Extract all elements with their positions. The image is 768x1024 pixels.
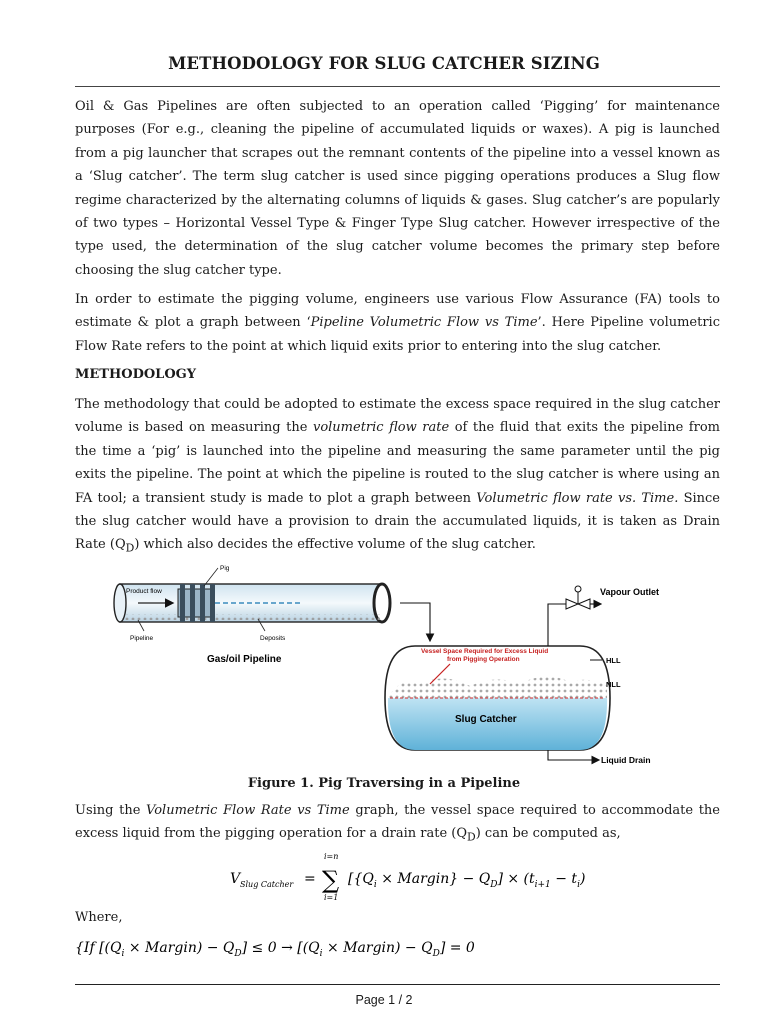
pipe-to-vessel-connector xyxy=(400,603,430,640)
text-run: In order to estimate the pigging volume, engineers use various Flow Assurance (FA) tools to estimate & plot a graph between ‘ xyxy=(75,292,720,331)
formula-sigma: ∑ xyxy=(322,866,340,894)
gas-oil-pipeline-label: Gas/oil Pipeline xyxy=(207,654,282,665)
liquid-drain-label: Liquid Drain xyxy=(601,755,651,765)
text-run: Using the xyxy=(75,803,147,818)
text-run: ’. Here Pipeline volumetric Flow Rate refers to the point at which liquid exits prior to entering into the slug catcher. xyxy=(75,315,720,354)
nll-label: NLL xyxy=(606,680,621,689)
intro-paragraph-1: Oil & Gas Pipelines are often subjected to an operation called ‘Pigging’ for maintenance purposes (For e.g., cleaning the pipeline of accumulated liquids or waxes). A pig is launched from a pig launcher that scrapes out the remnant contents of the pipeline into a vessel known as a ‘Slug catcher’. The term slug catcher is used since pigging operations produces a Slug flow regime characterized by the alternating columns of liquids & gases. Slug catcher’s are popularly of two types – Horizontal Vessel Type & Finger Type Slug catcher. However irrespective of the type used, the determination of the slug catcher volume becomes the primary step before choosing the slug catcher type. xyxy=(75,99,720,278)
condition-formula xyxy=(75,932,495,962)
formula-sum-upper: i=n xyxy=(324,852,339,861)
formula-v: V xyxy=(230,871,241,887)
methodology-heading: METHODOLOGY xyxy=(75,367,197,382)
condition-text: {If [($Q_i$ × Margin) − $Q_D] \le 0 \to [(Q_i$ × Margin) − $Q_D] = 0$ xyxy=(75,940,475,959)
pig-label: Pig xyxy=(220,565,230,572)
subscript: D xyxy=(467,831,476,844)
intro-paragraph-2 xyxy=(75,288,720,358)
emphasis-text: Pipeline Volumetric Flow vs Time xyxy=(310,315,538,331)
footer-rule xyxy=(75,984,720,985)
formula-v-subscript: Slug Catcher xyxy=(240,880,294,889)
vapour-outlet-line xyxy=(548,604,578,646)
methodology-paragraph xyxy=(75,393,720,560)
text-run: of the fluid that exits the pipeline from the time a ‘pig’ is launched into the pipeline and measuring the same parameter until the pig exits the pipeline. The point at which the pipeline is routed to the slug catcher is where using an FA tool; a transient study is made to plot a graph between xyxy=(75,420,720,506)
vessel-space-label-line1: Vessel Space Required for Excess Liquid xyxy=(421,648,549,655)
deposits-label: Deposits xyxy=(260,635,286,642)
title-underline xyxy=(75,86,720,87)
slug-catcher-label: Slug Catcher xyxy=(455,714,517,725)
emphasis-text: Volumetric Flow Rate vs Time xyxy=(146,803,350,818)
text-run: ) which also decides the effective volume of the slug catcher. xyxy=(134,537,536,553)
text-run: graph, the vessel space required to accommodate the excess liquid from the pigging operation for a drain rate (Q xyxy=(75,803,720,842)
pig-traversing-figure xyxy=(100,556,700,771)
valve-icon xyxy=(566,586,590,609)
text-run: ) can be computed as, xyxy=(475,826,621,842)
product-flow-label: Product flow xyxy=(126,588,162,595)
page-title: METHODOLOGY FOR SLUG CATCHER SIZING xyxy=(168,54,600,73)
vessel-space-label-line2: from Pigging Operation xyxy=(447,656,520,663)
page-number: Page 1 / 2 xyxy=(355,993,413,1007)
formula-equals: = xyxy=(304,871,316,887)
pig-shape xyxy=(178,584,215,622)
computation-paragraph xyxy=(75,799,720,849)
emphasis-text: Volumetric flow rate vs. Time. xyxy=(476,490,679,506)
formula-body: [{$Q_i$ × Margin} − $Q_D] \times (t_{i+1} - t_i)$ xyxy=(348,871,586,890)
slug-catcher-volume-formula xyxy=(230,850,650,902)
text-run: The methodology that could be adopted to estimate the excess space required in the slug catcher volume is based on measuring the xyxy=(75,397,720,436)
pipeline-label: Pipeline xyxy=(130,635,154,642)
pipeline-drawing xyxy=(114,565,390,665)
formula-sum-lower: i=1 xyxy=(324,893,339,902)
deposits-layer xyxy=(122,614,380,620)
vapour-outlet-label: Vapour Outlet xyxy=(600,587,660,597)
pig-leader-line xyxy=(204,568,218,586)
hll-label: HLL xyxy=(606,656,621,665)
subscript: D xyxy=(125,542,135,556)
where-label: Where, xyxy=(75,910,123,925)
slug-catcher-vessel xyxy=(385,646,621,750)
emphasis-text: volumetric flow rate xyxy=(312,420,450,436)
text-run: Since the slug catcher would have a provision to drain the accumulated liquids, it is taken as Drain Rate (Q xyxy=(75,490,720,553)
figure-caption: Figure 1. Pig Traversing in a Pipeline xyxy=(247,776,521,791)
liquid-drain-line xyxy=(548,750,598,760)
